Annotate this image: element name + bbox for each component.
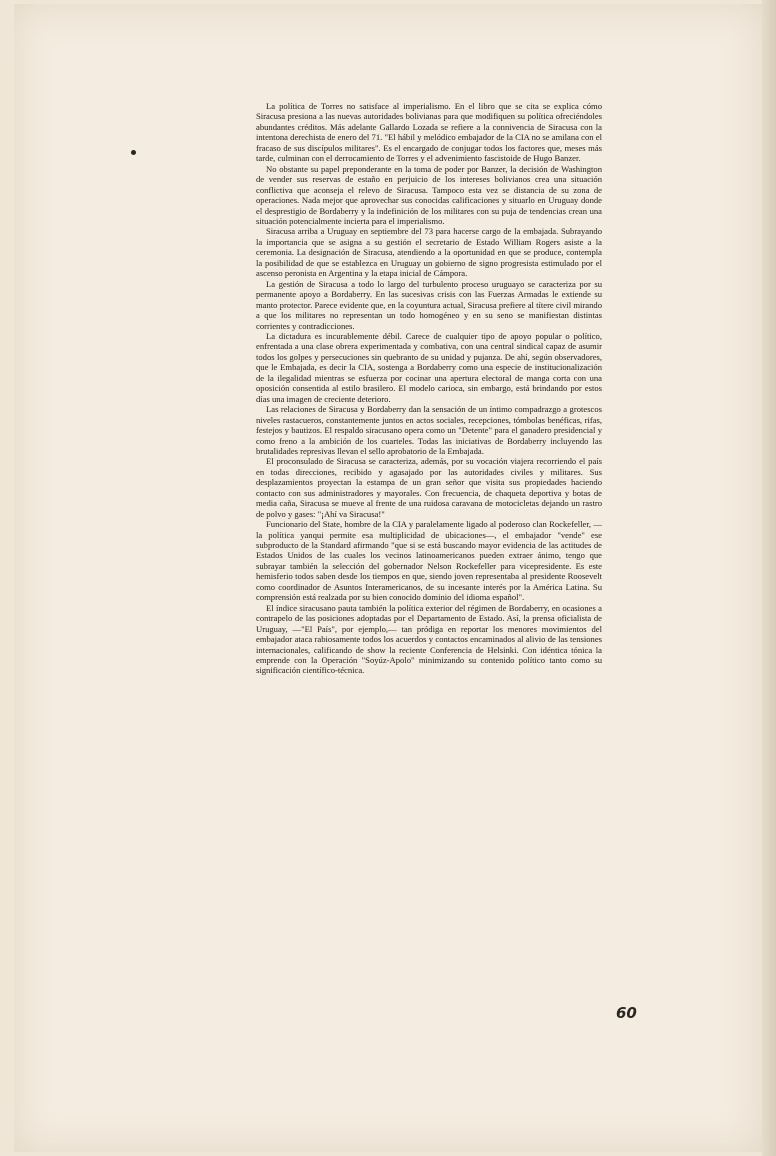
paragraph-6: Las relaciones de Siracusa y Bordaberry dan la sensación de un íntimo compadrazgo a grotescos niveles rastacueros, constantemente juntos en actos sociales, recepciones, tómbolas benéficas, rifas, festejos y bautizos. El respaldo siracusano opera como un "Detente" para el ganadero presidencial y como freno a la ambición de los cuarteles. Todas las iniciativas de Bordaberry incluyendo las brutalidades represivas llevan el sello aprobatorio de la Embajada. [256, 404, 602, 456]
paragraph-8: Funcionario del State, hombre de la CIA y paralelamente ligado al poderoso clan Rockefeller, —la política yanqui permite esa multiplicidad de ubicaciones—, el embajador "vende" ese subproducto de la Standard afirmando "que si se está buscando mayor evidencia de las actitudes de Estados Unidos de las cuales los vecinos latinoamericanos pueden extraer ánimo, tengo que subrayar también la selección del gobernador Nelson Rockefeller para vicepresidente. Es este hemisferio todos saben desde los tiempos en que, siendo joven representaba al presidente Roosevelt como coordinador de Asuntos Interamericanos, de su incesante interés por la América Latina. Su comprensión está realzada por su bien conocido dominio del idioma español". [256, 519, 602, 603]
body-text [256, 101, 602, 676]
paragraph-5: La dictadura es incurablemente débil. Carece de cualquier tipo de apoyo popular o político, enfrentada a una clase obrera experimentada y combativa, con una central sindical capaz de asumir todos los golpes y persecuciones sin quebranto de su unidad y pujanza. De ahí, según observadores, que le Embajada, es decir la CIA, sostenga a Bordaberry como una especie de institucionalización de la ilegalidad mientras se esfuerza por cocinar una apertura electoral de manga corta con una oposición consentida al estilo brasilero. El modelo carioca, sin embargo, está brindando por estos días una imagen de creciente deterioro. [256, 330, 602, 404]
ink-dot [131, 150, 136, 155]
paragraph-9: El índice siracusano pauta también la política exterior del régimen de Bordaberry, en ocasiones a contrapelo de las posiciones adoptadas por el Departamento de Estado. Así, la prensa oficialista de Uruguay, —"El País", por ejemplo,— tan pródiga en reportar los menores movimientos del embajador ataca rabiosamente todos los acuerdos y contactos encaminados al alivio de las tensiones internacionales, calificando de show la reciente Conferencia de Helsinki. Con idéntica tónica la emprende con la Operación "Soyúz-Apolo" minimizando su contenido político tanto como su significación científico-técnica. [256, 602, 602, 676]
page-number: 60 [616, 1004, 637, 1022]
paragraph-1: La política de Torres no satisface al imperialismo. En el libro que se cita se explica cómo Siracusa presiona a las nuevas autoridades bolivianas para que modifiquen su política ofreciéndoles abundantes créditos. Más adelante Gallardo Lozada se refiere a la connivencia de Siracusa con la intentona derechista de enero del 71. "El hábil y melódico embajador de la CIA no se amilana con el fracaso de sus discípulos militares". Es el encargado de conjugar todos los factores que, meses más tarde, culminan con el derrocamiento de Torres y el advenimiento fascistoide de Hugo Banzer. [256, 101, 602, 164]
paragraph-2: No obstante su papel preponderante en la toma de poder por Banzer, la decisión de Washington de vender sus reservas de estaño en perjuicio de los intereses bolivianos crea una situación conflictiva que aconseja el relevo de Siracusa. Tampoco esta vez se distancia de su zona de operaciones. Nada mejor que aprovechar sus conocidas calificaciones y situarlo en Uruguay donde el desprestigio de Bordaberry y la indefinición de los militares con su puja de tendencias crean una situación potencialmente incierta para el imperialismo. [256, 163, 602, 226]
paragraph-7: El proconsulado de Siracusa se caracteriza, además, por su vocación viajera recorriendo el país en todas direcciones, recibido y agasajado por las autoridades civiles y militares. Sus desplazamientos proyectan la estampa de un gran señor que visita sus propiedades haciendo contacto con sus administradores y mayorales. Con frecuencia, de chaqueta deportiva y botas de media caña, Siracusa se mueve al frente de una ruidosa caravana de motocicletas dejando un rastro de polvo y gases: "¡Ahí va Siracusa!" [256, 456, 602, 519]
paragraph-3: Siracusa arriba a Uruguay en septiembre del 73 para hacerse cargo de la embajada. Subrayando la importancia que se asigna a su gestión el secretario de Estado William Rogers asiste a la ceremonia. La designación de Siracusa, atendiendo a la oportunidad en que se produce, contempla la posibilidad de que se establezca en Uruguay un gobierno de signo progresista estimulado por el ascenso peronista en Argentina y la etapa inicial de Cámpora. [256, 226, 602, 279]
paragraph-4: La gestión de Siracusa a todo lo largo del turbulento proceso uruguayo se caracteriza por su permanente apoyo a Bordaberry. En las sucesivas crisis con las Fuerzas Armadas le extiende su manto protector. Parece evidente que, en la coyuntura actual, Siracusa prefiere al títere civil mirando a que los militares no representan un todo homogéneo y en su seno se manifiestan distintas corrientes y contradicciones. [256, 278, 602, 331]
